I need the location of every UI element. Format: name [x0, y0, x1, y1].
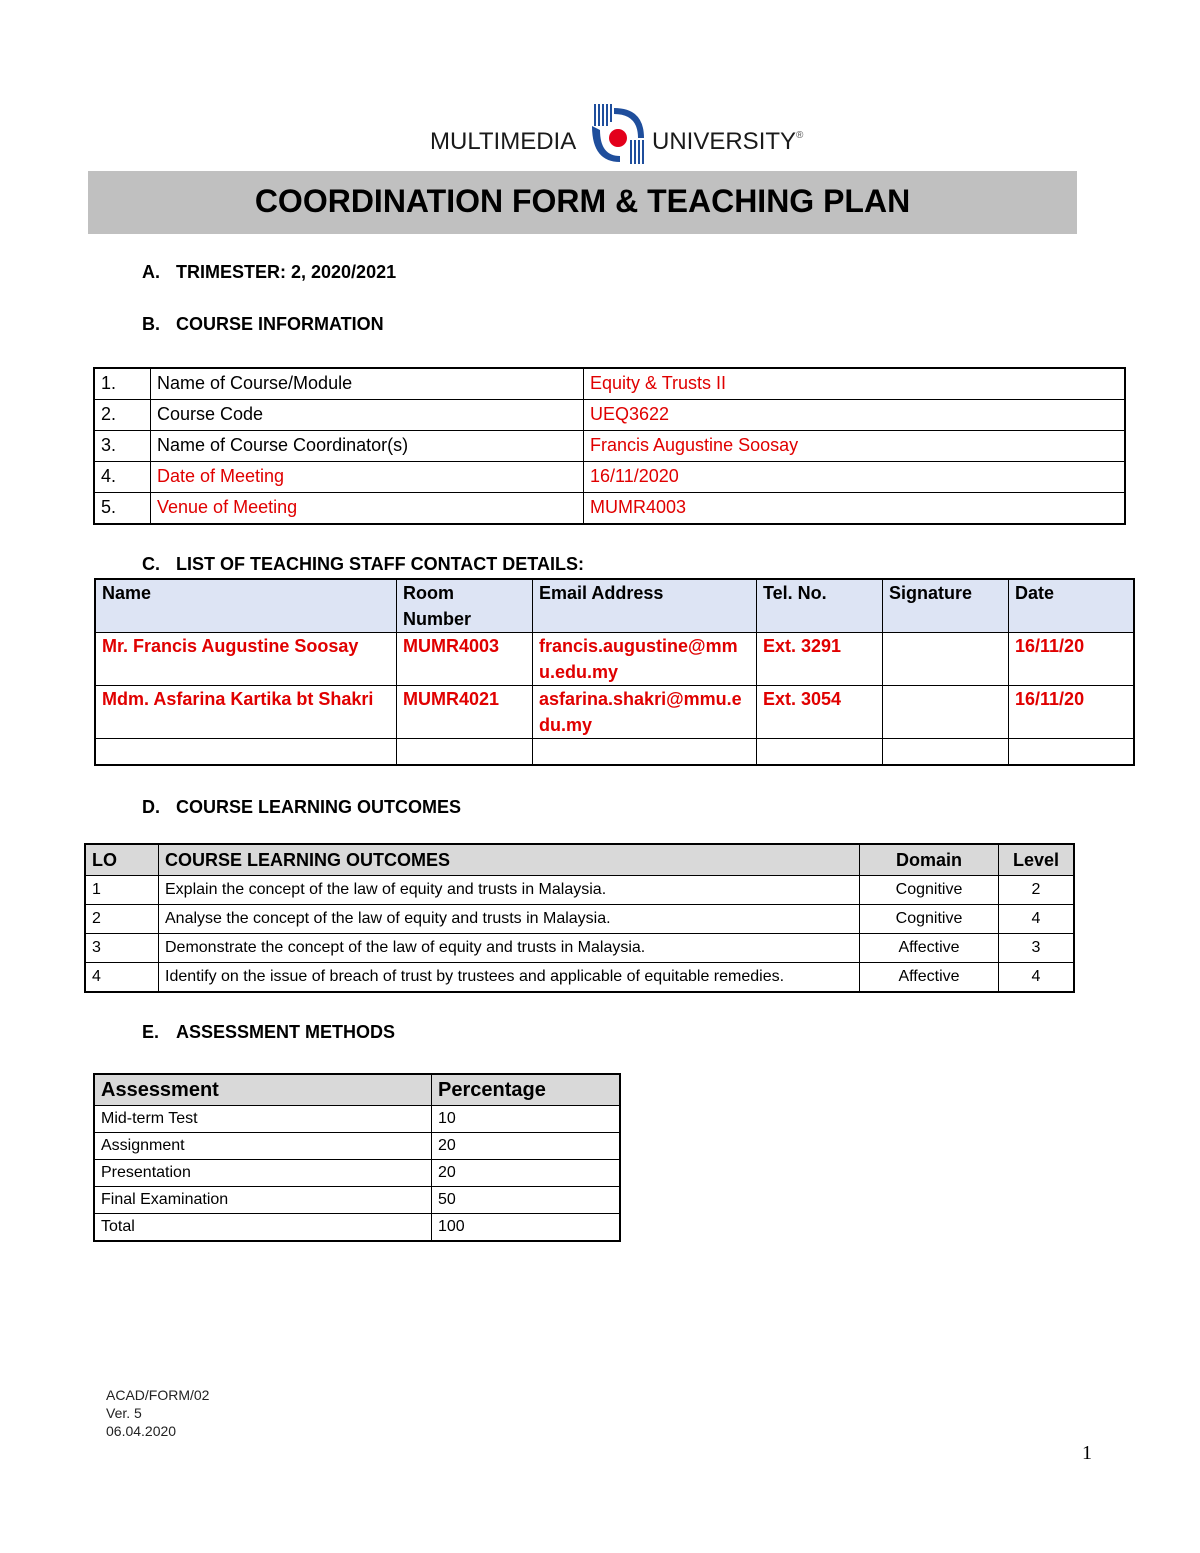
table-row-empty	[95, 739, 1134, 766]
lo-domain: Cognitive	[860, 905, 999, 934]
table-row	[85, 934, 1074, 963]
staff-room: MUMR4021	[397, 686, 533, 739]
row-value: Francis Augustine Soosay	[584, 431, 1126, 462]
assessment-percentage: 100	[432, 1214, 621, 1242]
lo-number: 3	[85, 934, 159, 963]
table-row	[94, 1106, 620, 1133]
table-row	[94, 493, 1125, 525]
section-d-heading	[142, 797, 461, 818]
staff-room: MUMR4003	[397, 633, 533, 686]
lo-domain: Cognitive	[860, 876, 999, 905]
table-row	[94, 1160, 620, 1187]
column-header: Percentage	[432, 1074, 621, 1106]
assessment-percentage: 10	[432, 1106, 621, 1133]
lo-outcome: Analyse the concept of the law of equity and trusts in Malaysia.	[159, 905, 860, 934]
row-number: 2.	[94, 400, 151, 431]
course-info-table	[93, 367, 1126, 525]
section-b-heading	[142, 314, 384, 335]
row-value: 16/11/2020	[584, 462, 1126, 493]
footer-version: Ver. 5	[106, 1405, 142, 1421]
assessment-item: Mid-term Test	[94, 1106, 432, 1133]
row-value: MUMR4003	[584, 493, 1126, 525]
footer-form-code: ACAD/FORM/02	[106, 1387, 210, 1403]
form-footer	[106, 1386, 209, 1440]
assessment-item: Final Examination	[94, 1187, 432, 1214]
row-value: UEQ3622	[584, 400, 1126, 431]
logo-word-university: UNIVERSITY	[652, 128, 797, 155]
staff-email: francis.augustine@mmu.edu.my	[533, 633, 757, 686]
logo-emblem-icon	[580, 100, 650, 170]
page-number: 1	[1082, 1442, 1092, 1464]
staff-name: Mdm. Asfarina Kartika bt Shakri	[95, 686, 397, 739]
section-letter: A.	[142, 262, 160, 282]
page-title: COORDINATION FORM & TEACHING PLAN	[254, 183, 911, 219]
lo-outcome: Explain the concept of the law of equity and trusts in Malaysia.	[159, 876, 860, 905]
section-text: COURSE LEARNING OUTCOMES	[176, 797, 462, 817]
empty-cell	[533, 739, 757, 766]
table-row	[94, 462, 1125, 493]
row-number: 1.	[94, 368, 151, 400]
lo-level: 3	[999, 934, 1075, 963]
section-e-heading	[142, 1022, 395, 1043]
section-letter: E.	[142, 1022, 160, 1042]
assessment-table	[93, 1073, 621, 1242]
section-letter: D.	[142, 797, 160, 817]
university-logo	[430, 100, 810, 170]
empty-cell	[397, 739, 533, 766]
table-row	[95, 686, 1134, 739]
table-row	[85, 963, 1074, 993]
table-row	[94, 1214, 620, 1242]
lo-number: 4	[85, 963, 159, 993]
column-header: Level	[999, 844, 1075, 876]
section-a-trimester	[142, 262, 396, 283]
assessment-percentage: 20	[432, 1133, 621, 1160]
table-row	[94, 400, 1125, 431]
row-label: Date of Meeting	[151, 462, 584, 493]
section-text: TRIMESTER: 2, 2020/2021	[176, 262, 397, 282]
empty-cell	[757, 739, 883, 766]
empty-cell	[883, 739, 1009, 766]
table-row	[85, 876, 1074, 905]
staff-date: 16/11/20	[1009, 686, 1135, 739]
table-row	[94, 1187, 620, 1214]
lo-level: 4	[999, 905, 1075, 934]
lo-level: 2	[999, 876, 1075, 905]
section-text: LIST OF TEACHING STAFF CONTACT DETAILS:	[176, 554, 584, 574]
table-row	[94, 431, 1125, 462]
column-header: LO	[85, 844, 159, 876]
staff-tel: Ext. 3291	[757, 633, 883, 686]
table-header-row	[85, 844, 1074, 876]
lo-outcome: Identify on the issue of breach of trust by trustees and applicable of equitable remedies.	[159, 963, 860, 993]
row-number: 3.	[94, 431, 151, 462]
column-header: Tel. No.	[757, 579, 883, 633]
row-number: 5.	[94, 493, 151, 525]
table-header-row	[95, 579, 1134, 633]
section-text: COURSE INFORMATION	[176, 314, 384, 334]
assessment-percentage: 20	[432, 1160, 621, 1187]
logo-registered-mark: ®	[796, 130, 804, 141]
row-label: Course Code	[151, 400, 584, 431]
assessment-percentage: 50	[432, 1187, 621, 1214]
row-number: 4.	[94, 462, 151, 493]
lo-domain: Affective	[860, 963, 999, 993]
column-header: Email Address	[533, 579, 757, 633]
title-banner	[88, 171, 1077, 234]
column-header: COURSE LEARNING OUTCOMES	[159, 844, 860, 876]
empty-cell	[1009, 739, 1135, 766]
row-label: Venue of Meeting	[151, 493, 584, 525]
empty-cell	[95, 739, 397, 766]
table-row	[95, 633, 1134, 686]
column-header: Assessment	[94, 1074, 432, 1106]
column-header: Name	[95, 579, 397, 633]
table-row	[94, 1133, 620, 1160]
column-header: Date	[1009, 579, 1135, 633]
section-c-heading	[142, 554, 584, 575]
column-header: Signature	[883, 579, 1009, 633]
staff-contact-table	[94, 578, 1135, 766]
staff-signature	[883, 686, 1009, 739]
staff-date: 16/11/20	[1009, 633, 1135, 686]
staff-email: asfarina.shakri@mmu.edu.my	[533, 686, 757, 739]
assessment-item: Assignment	[94, 1133, 432, 1160]
staff-tel: Ext. 3054	[757, 686, 883, 739]
row-value: Equity & Trusts II	[584, 368, 1126, 400]
footer-date: 06.04.2020	[106, 1423, 177, 1439]
row-label: Name of Course Coordinator(s)	[151, 431, 584, 462]
row-label: Name of Course/Module	[151, 368, 584, 400]
lo-number: 1	[85, 876, 159, 905]
table-header-row	[94, 1074, 620, 1106]
assessment-item: Total	[94, 1214, 432, 1242]
logo-word-multimedia: MULTIMEDIA	[430, 128, 577, 155]
lo-domain: Affective	[860, 934, 999, 963]
section-letter: C.	[142, 554, 160, 574]
column-header: Room Number	[397, 579, 533, 633]
staff-signature	[883, 633, 1009, 686]
lo-outcome: Demonstrate the concept of the law of equity and trusts in Malaysia.	[159, 934, 860, 963]
learning-outcomes-table	[84, 843, 1075, 993]
section-text: ASSESSMENT METHODS	[176, 1022, 396, 1042]
lo-level: 4	[999, 963, 1075, 993]
column-header: Domain	[860, 844, 999, 876]
section-letter: B.	[142, 314, 160, 334]
table-row	[85, 905, 1074, 934]
assessment-item: Presentation	[94, 1160, 432, 1187]
table-row	[94, 368, 1125, 400]
lo-number: 2	[85, 905, 159, 934]
staff-name: Mr. Francis Augustine Soosay	[95, 633, 397, 686]
